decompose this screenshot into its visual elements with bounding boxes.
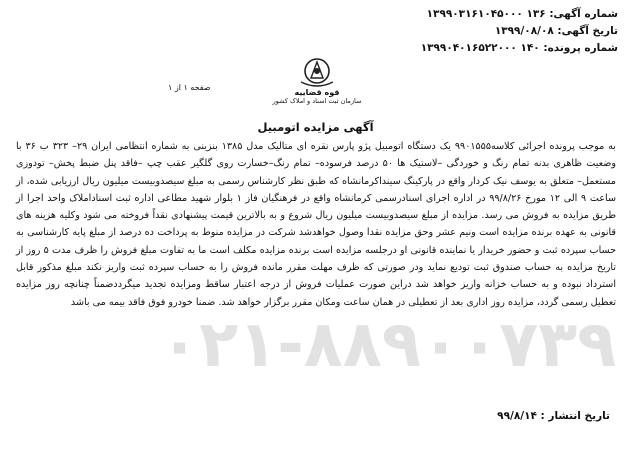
notice-date: تاریخ آگهی: ۱۳۹۹/۰۸/۰۸ [494, 25, 618, 37]
logo-top-text: قوه قضاییه [294, 88, 340, 97]
logo-org-name: سازمان ثبت اسناد و املاک کشور [272, 97, 362, 105]
emblem-icon [287, 56, 347, 90]
organization-logo [262, 56, 372, 126]
phone-watermark: ۰۲۱-۸۸۹۰۰۷۳۹ [160, 308, 617, 382]
page-number: صفحه ۱ از ۱ [168, 83, 211, 92]
case-number: شماره پرونده: ۱۴۰ ۱۳۹۹۰۴۰۱۶۵۲۲۰۰۰ [420, 42, 618, 54]
document-title: آگهی مزایده اتومبیل [257, 120, 374, 134]
notice-body: به موجب پرونده اجرائی کلاسه۹۹۰۱۵۵۵ یک دستگاه اتومبیل پژو پارس نقره ای متالیک مدل ۱۳۸۵ بنزینی به شماره انتظامی ایران ۲۹– ۳۲۳ ب ۳۶ با وضعیت ظاهری بدنه تمام رنگ و خوردگی –لاستیک ها ۵۰ درصد فرسوده– تمام رنگ–خسارت روی گلگیر عقب چپ –فاقد پنل ضبط پخش– تودوزی مستعمل– متعلق به یوسف نیک کردار واقع در پارکینگ سینداکرمانشاه که طبق نظر کارشناس رسمی به مبلغ سیصدوبیست میلیون ریال ارزیابی شده، از ساعت ۹ الی ۱۲ مورخ ۹۹/۸/۲۶ در اداره اجرای اسنادرسمی کرمانشاه واقع در فرهنگیان فاز ۱ بلوار شهید مطاعی اداره ثبت اسناداملاک واحد اجرا از طریق مزایده به فروش می رسد. مزایده از مبلغ سیصدوبیست میلیون ریال شروع و به بالاترین قیمت پیشنهادی نقداً فروخته می شود وکلیه هزینه های قانونی به عهده برنده مزایده است ونیم عشر وحق مزایده نقدا وصول خواهدشد شرکت در مزایده منوط به پرداخت ده درصد از مبلغ پایه کارشناسی به حساب سپرده ثبت و حضور خریدار یا نماینده قانونی او درجلسه مزایده است برنده مزایده مکلف است ما به تفاوت مبلغ فروش را ظرف مدت ۵ روز از تاریخ مزایده به حساب صندوق ثبت تودیع نماید ودر صورتی که ظرف مهلت مقرر مانده فروش را به حساب سپرده ثبت واریز نکند مبلغ مذکور قابل استرداد نبوده و به حساب خزانه واریز خواهد شد دراین صورت عملیات فروش از درجه اعتبار ساقط ومزایده تجدید میگرددضمناً چنانچه روز مزایده تعطیل رسمی گردد، مزایده روز اداری بعد از تعطیلی در همان ساعت ومکان مقرر برگزار خواهد شد. ضمنا خودرو فوق فاقد بیمه می باشد [16, 141, 617, 308]
publish-date: تاریخ انتشار : ۹۹/۸/۱۴ [497, 410, 610, 422]
notice-metadata [300, 6, 618, 57]
notice-number: شماره آگهی: ۱۳۶ ۱۳۹۹۰۳۱۶۱۰۴۵۰۰۰ [426, 8, 618, 20]
